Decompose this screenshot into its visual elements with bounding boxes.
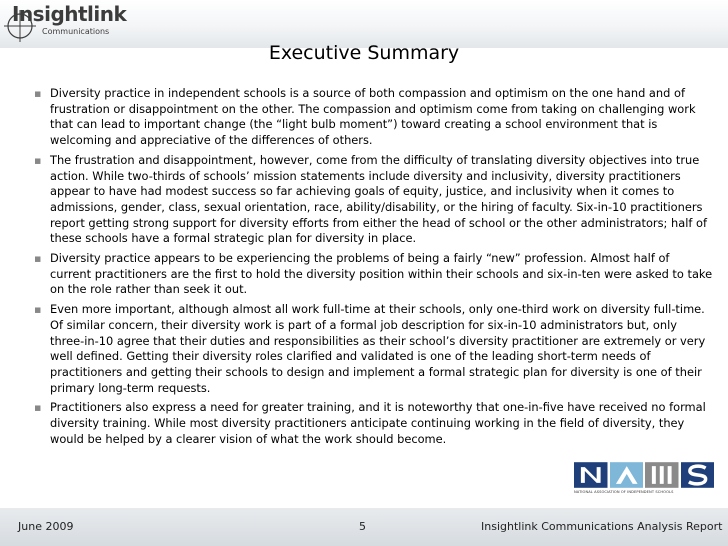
paragraph-text: Diversity practice in independent schools is a source of both compassion and optimism on the one hand and of frustration or disappointment on the other. The compassion and optimism come from taking on challenging work that can lead to important change (the “light bulb moment”) toward creating a school environment that is welcoming and appreciative of the differences of others. <box>50 86 696 148</box>
summary-paragraph <box>34 251 714 298</box>
nais-caption: NATIONAL ASSOCIATION OF INDEPENDENT SCHOOLS <box>574 490 674 494</box>
bullet-icon: ▪ <box>34 87 42 100</box>
summary-paragraph <box>34 86 714 149</box>
brand-name: Insightlink <box>12 2 127 26</box>
summary-body <box>34 86 714 451</box>
footer-date: June 2009 <box>18 520 74 533</box>
nais-s-block-icon <box>681 462 715 488</box>
paragraph-text: Practitioners also express a need for greater training, and it is noteworthy that one-in-five have received no formal diversity training. While most diversity practitioners anticipate continuing working in the field of diversity, they would be helped by a clearer vision of what the work should become. <box>50 400 706 446</box>
nais-a-block <box>610 462 644 488</box>
nais-n-block-icon <box>574 462 608 488</box>
bullet-icon: ▪ <box>34 252 42 266</box>
nais-logo <box>574 462 714 498</box>
paragraph-text: The frustration and disappointment, however, come from the difficulty of translating diversity objectives into true action. While two-thirds of schools’ mission statements include diversity and inclusivity, diversity practitioners appear to have had modest success so far achieving goals of equity, justice, and inclusivity when it comes to admissions, gender, class, sexual orientation, race, ability/disability, or the hiring of faculty. Six-in-10 practitioners report getting strong support for diversity efforts from either the head of school or the other administrators; half of these schools have a formal strategic plan for diversity in place. <box>50 152 707 246</box>
page-title: Executive Summary <box>268 42 460 64</box>
footer-report-title: Insightlink Communications Analysis Report <box>481 520 723 533</box>
summary-paragraph <box>34 302 714 396</box>
bullet-icon: ▪ <box>34 303 42 317</box>
summary-paragraph <box>34 400 714 447</box>
nais-a-block-icon <box>610 462 644 488</box>
page-number: 5 <box>359 520 366 533</box>
paragraph-text: Diversity practice appears to be experiencing the problems of being a fairly “new” profession. Almost half of current practitioners are the first to hold the diversity position within their schools and six-in-ten were asked to take on the role rather than seek it out. <box>50 251 713 297</box>
brand-subtitle: Communications <box>42 27 110 36</box>
paragraph-text: Even more important, although almost all work full-time at their schools, only one-third work on diversity full-time. Of similar concern, their diversity work is part of a formal job description for six-in-10 administrators but, only three-in-10 agree that their duties and responsibilities as their school’s diversity practitioner are extremely or very well defined. Getting their diversity roles clarified and validated is one of the leading short-term needs of practitioners and getting their schools to design and implement a formal strategic plan for diversity is one of their primary long-term requests. <box>50 302 706 395</box>
bullet-icon: ▪ <box>34 153 42 167</box>
bullet-icon: ▪ <box>34 401 42 415</box>
summary-paragraph <box>34 153 714 247</box>
nais-i-block-icon <box>645 462 679 488</box>
insightlink-logo <box>4 2 127 46</box>
